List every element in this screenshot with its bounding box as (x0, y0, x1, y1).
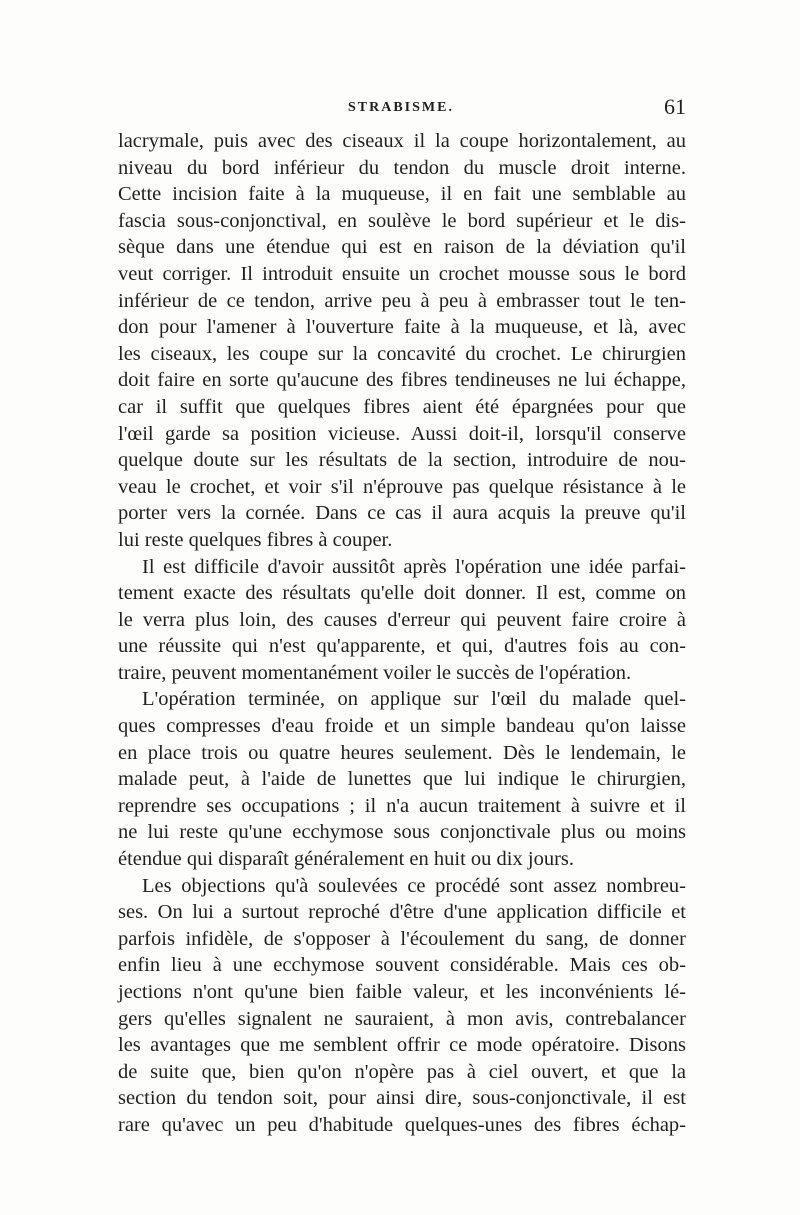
text-line: veau le crochet, et voir s'il n'éprouve pas quelque résistance à le (118, 475, 686, 498)
text-line: gers qu'elles signalent ne sauraient, à mon avis, contrebalancer (118, 1007, 686, 1030)
text-line: section du tendon soit, pour ainsi dire, sous-conjonctivale, il est (118, 1087, 686, 1110)
text-line: le verra plus loin, des causes d'erreur qui peuvent faire croire à (118, 608, 686, 631)
text-line: quelque doute sur les résultats de la section, introduire de nou- (118, 449, 686, 472)
paragraph (118, 686, 686, 872)
text-line: don pour l'amener à l'ouverture faite à la muqueuse, et là, avec (118, 316, 686, 339)
paragraph (118, 873, 686, 1139)
text-line: reprendre ses occupations ; il n'a aucun traitement à suivre et il (118, 794, 686, 817)
text-line: veut corriger. Il introduit ensuite un crochet mousse sous le bord (118, 262, 686, 285)
text-line: jections n'ont qu'une bien faible valeur, et les inconvénients lé- (118, 981, 686, 1003)
text-line: parfois infidèle, de s'opposer à l'écoulement du sang, de donner (118, 927, 686, 950)
text-line: lui reste quelques fibres à couper. (118, 528, 393, 551)
text-line: ques compresses d'eau froide et un simple bandeau qu'on laisse (118, 715, 686, 738)
text-line: de suite que, bien qu'on n'opère pas à ciel ouvert, et que la (118, 1060, 686, 1083)
text-line: tement exacte des résultats qu'elle doit donner. Il est, comme on (118, 582, 686, 605)
text-line: L'opération terminée, on applique sur l'œil du malade quel- (142, 688, 686, 711)
paragraph (118, 554, 686, 687)
page-number: 61 (664, 94, 686, 119)
text-line: une réussite qui n'est qu'apparente, et qui, d'autres fois au con- (118, 635, 686, 658)
running-head (118, 94, 686, 122)
text-line: lacrymale, puis avec des ciseaux il la coupe horizontalement, au (118, 130, 686, 152)
text-line: doit faire en sorte qu'aucune des fibres tendineuses ne lui échappe, (118, 369, 686, 392)
text-line: enfin lieu à une ecchymose souvent considérable. Mais ces ob- (118, 954, 686, 977)
text-line: Les objections qu'à soulevées ce procédé sont assez nombreu- (142, 874, 686, 897)
text-line: inférieur de ce tendon, arrive peu à peu à embrasser tout le ten- (118, 289, 686, 312)
text-line: ses. On lui a surtout reproché d'être d'une application difficile et (118, 901, 686, 924)
paragraph (118, 128, 686, 554)
text-line: en place trois ou quatre heures seulement. Dès le lendemain, le (118, 741, 686, 764)
text-line: niveau du bord inférieur du tendon du muscle droit interne. (118, 156, 686, 179)
text-line: rare qu'avec un peu d'habitude quelques-unes des fibres échap- (118, 1113, 686, 1136)
text-line: ne lui reste qu'une ecchymose sous conjonctivale plus ou moins (118, 821, 686, 844)
body-text (118, 128, 686, 1139)
text-line: Cette incision faite à la muqueuse, il en fait une semblable au (118, 183, 686, 206)
text-line: car il suffit que quelques fibres aient été épargnées pour que (118, 395, 686, 418)
text-line: les ciseaux, les coupe sur la concavité du crochet. Le chirurgien (118, 342, 686, 365)
text-line: porter vers la cornée. Dans ce cas il aura acquis la preuve qu'il (118, 502, 686, 525)
text-line: fascia sous-conjonctival, en soulève le bord supérieur et le dis- (118, 209, 686, 232)
text-line: sèque dans une étendue qui est en raison de la déviation qu'il (118, 236, 686, 259)
text-line: malade peut, à l'aide de lunettes que lui indique le chirurgien, (118, 768, 686, 791)
text-line: les avantages que me semblent offrir ce mode opératoire. Disons (118, 1034, 686, 1057)
text-line: Il est difficile d'avoir aussitôt après l'opération une idée parfai- (142, 555, 686, 578)
text-line: étendue qui disparaît généralement en huit ou dix jours. (118, 848, 574, 871)
text-line: l'œil garde sa position vicieuse. Aussi doit-il, lorsqu'il conserve (118, 422, 686, 445)
running-title: STRABISME. (348, 100, 454, 115)
text-line: traire, peuvent momentanément voiler le succès de l'opération. (118, 661, 632, 684)
